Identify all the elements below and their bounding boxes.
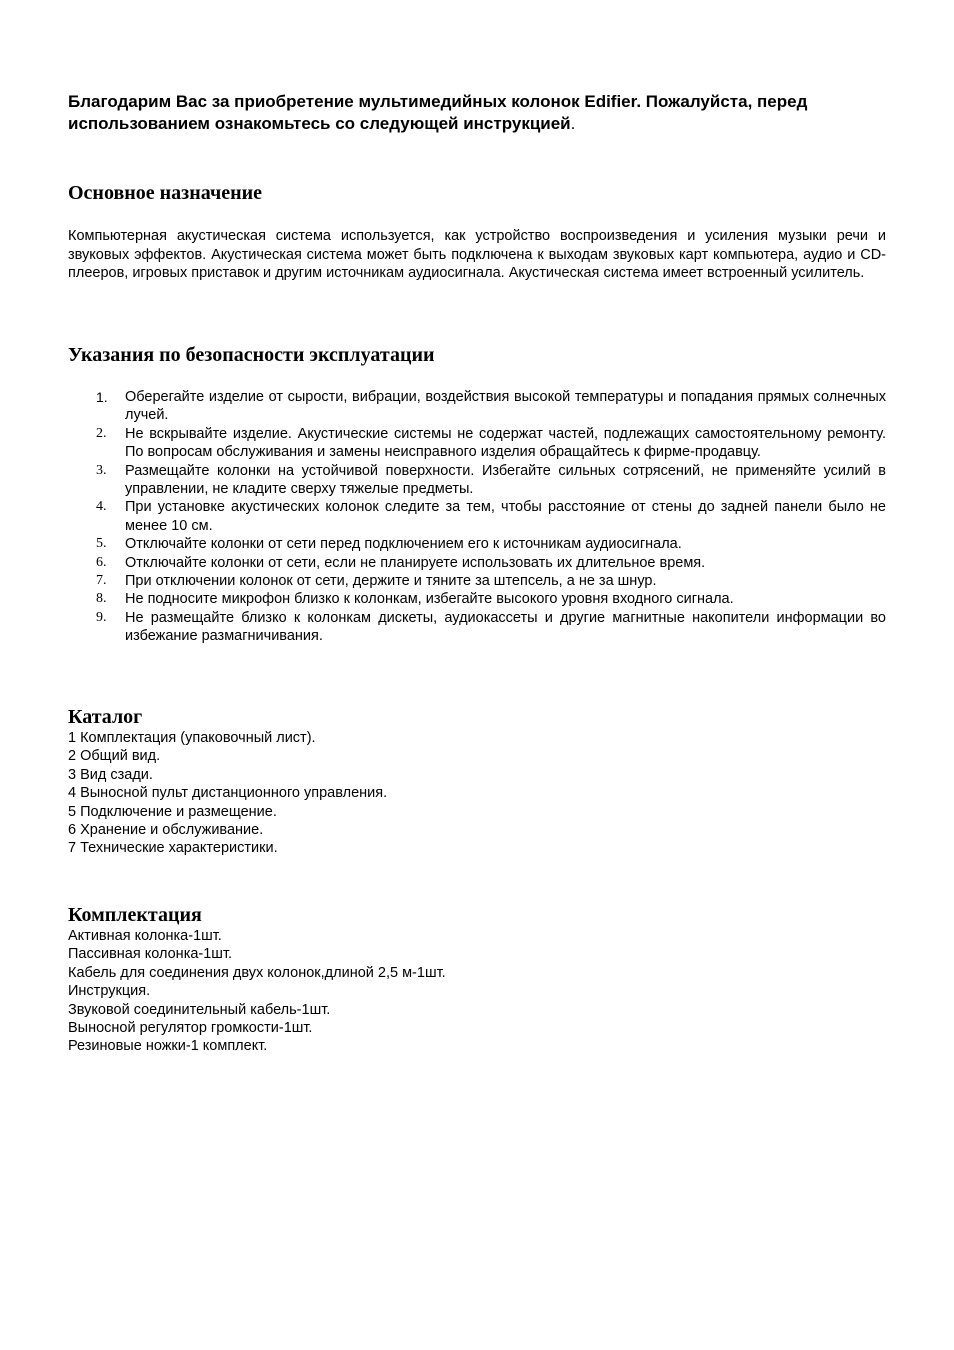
list-item-text: Оберегайте изделие от сырости, вибрации, воздействия высокой температуры и попадания прямых солнечных лучей.: [125, 389, 886, 424]
list-item: Выносной регулятор громкости-1шт.: [68, 1020, 313, 1037]
list-item: 3 Вид сзади.: [68, 766, 153, 783]
list-item-text: При отключении колонок от сети, держите и тяните за штепсель, а не за шнур.: [125, 573, 657, 590]
intro-paragraph: [68, 91, 886, 135]
list-item: Пассивная колонка-1шт.: [68, 946, 233, 963]
list-item-number: 9.: [96, 609, 107, 625]
list-item-number: 6.: [96, 554, 107, 570]
purpose-text: Компьютерная акустическая система используется, как устройство воспроизведения и усиления музыки речи и звуковых эффектов. Акустическая система может быть подключена к выходам звуковых карт компьютера, аудио и CD-плееров, игровых приставок и другим источникам аудиосигнала. Акустическая система имеет встроенный усилитель.: [68, 228, 886, 281]
intro-bold-text: Благодарим Вас за приобретение мультимедийных колонок Edifier. Пожалуйста, перед использованием ознакомьтесь со следующей инструкцией: [68, 92, 808, 133]
safety-heading: Указания по безопасности эксплуатации: [68, 344, 435, 366]
list-item-text: Отключайте колонки от сети перед подключением его к источникам аудиосигнала.: [125, 536, 682, 553]
list-item-text: Размещайте колонки на устойчивой поверхности. Избегайте сильных сотрясений, не применяйте усилий в управлении, не кладите сверху тяжелые предметы.: [125, 462, 886, 498]
list-item: 2 Общий вид.: [68, 748, 161, 765]
list-item: [68, 425, 886, 462]
catalog-list: [68, 729, 387, 858]
purpose-heading: Основное назначение: [68, 182, 263, 204]
list-item-text: Не вскрывайте изделие. Акустические системы не содержат частей, подлежащих самостоятельному ремонту. По вопросам обслуживания и замены неисправного изделия обращайтесь к фирме-продавцу.: [125, 425, 886, 461]
list-item: [68, 388, 886, 425]
list-item: 7 Технические характеристики.: [68, 840, 278, 857]
package-heading: Комплектация: [68, 904, 202, 926]
list-item-number: 3.: [96, 462, 107, 478]
list-item: Активная колонка-1шт.: [68, 928, 222, 944]
list-item-text: Не размещайте близко к колонкам дискеты, аудиокассеты и другие магнитные накопители информации во избежание размагничивания.: [125, 609, 886, 645]
list-item: Звуковой соединительный кабель-1шт.: [68, 1001, 331, 1018]
list-item: Резиновые ножки-1 комплект.: [68, 1038, 268, 1055]
list-item: Инструкция.: [68, 983, 151, 1000]
catalog-heading: Каталог: [68, 706, 143, 728]
list-item-text: Не подносите микрофон близко к колонкам, избегайте высокого уровня входного сигнала.: [125, 591, 734, 608]
list-item-number: 1.: [96, 389, 108, 405]
list-item-text: При установке акустических колонок следите за тем, чтобы расстояние от стены до задней панели было не менее 10 см.: [125, 499, 886, 534]
safety-list: [68, 388, 886, 646]
list-item: [68, 535, 886, 553]
list-item: [68, 572, 886, 590]
package-list: [68, 927, 446, 1056]
list-item-number: 5.: [96, 536, 107, 552]
list-item-number: 8.: [96, 591, 107, 607]
list-item: 4 Выносной пульт дистанционного управления.: [68, 785, 388, 802]
list-item: [68, 498, 886, 535]
list-item-number: 4.: [96, 499, 107, 515]
list-item: [68, 462, 886, 499]
list-item-number: 2.: [96, 425, 107, 441]
list-item-number: 7.: [96, 573, 107, 589]
list-item: Кабель для соединения двух колонок,длиной 2,5 м-1шт.: [68, 964, 446, 981]
list-item: 6 Хранение и обслуживание.: [68, 822, 264, 839]
list-item: [68, 554, 886, 572]
intro-tail: .: [570, 114, 576, 133]
list-item: 1 Комплектация (упаковочный лист).: [68, 730, 316, 746]
list-item: [68, 609, 886, 646]
list-item: 5 Подключение и размещение.: [68, 803, 277, 820]
list-item: [68, 590, 886, 608]
list-item-text: Отключайте колонки от сети, если не планируете использовать их длительное время.: [125, 554, 706, 571]
